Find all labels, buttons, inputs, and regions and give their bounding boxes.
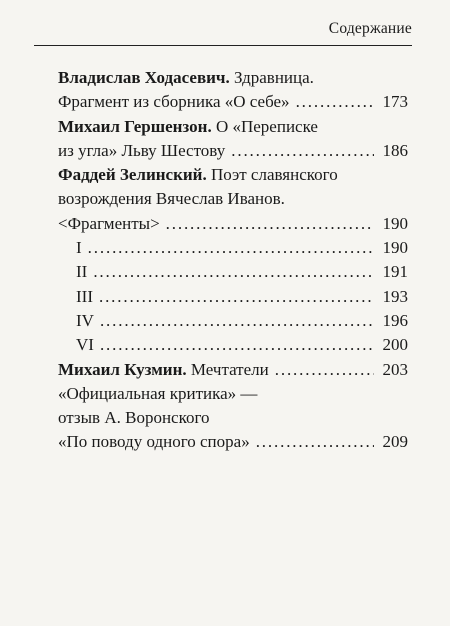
toc-title-text: III [76,286,93,306]
toc-author: Михаил Кузмин. [58,359,187,379]
toc-page-number: 193 [382,286,408,306]
toc-entry [58,90,408,114]
toc-entry-title [76,260,87,284]
toc-page-number: 173 [382,92,408,112]
toc-title-text: из угла» Льву Шестову [58,140,226,160]
dot-leader [296,90,374,114]
toc-title-text: О «Переписке [211,116,318,136]
toc-entry-title [76,236,82,260]
toc-page-number: 196 [382,310,408,330]
toc-author: Владислав Ходасевич. [58,68,230,87]
dot-leader [93,260,374,284]
toc-entry-title [58,66,314,90]
toc-entry-title [76,333,94,357]
toc-page-number: 190 [382,238,408,258]
toc-page-number: 190 [382,213,408,233]
toc-title-text: Фрагмент из сборника «О себе» [58,92,290,112]
toc-page-number: 203 [382,359,408,379]
dot-leader [275,358,374,382]
toc-entry [58,430,408,454]
running-header: Содержание [328,20,412,37]
toc-entry-title [58,212,160,236]
toc-entry [58,236,408,260]
toc-entry [58,309,408,333]
toc-title-text: Мечтатели [186,359,269,379]
toc-entry [58,358,408,382]
toc-entry-title [58,163,338,187]
toc-entry-title [58,430,250,454]
toc-entry [58,333,408,357]
dot-leader [99,285,374,309]
toc-title-text: возрождения Вячеслав Иванов. [58,189,285,209]
header-rule [34,45,412,46]
toc-entry [58,382,408,406]
dot-leader [88,236,374,260]
dot-leader [231,139,374,163]
toc-entry-title [58,187,285,211]
toc-entry [58,187,408,211]
toc-title-text: Здравница. [229,68,314,87]
toc-entry-title [76,309,94,333]
toc-page-number: 209 [382,432,408,452]
toc-page-number: 191 [382,262,408,282]
toc-title-text: «Официальная критика» — [58,383,258,403]
toc-entry-title [76,285,93,309]
toc-entry [58,406,408,430]
toc-entry [58,260,408,284]
toc-title-text: VI [76,335,94,355]
table-of-contents [58,66,408,455]
toc-page-number: 200 [382,335,408,355]
toc-entry [58,66,408,90]
toc-entry [58,115,408,139]
toc-title-text: Поэт славянского [206,165,338,185]
toc-title-text: IV [76,310,94,330]
toc-entry-title [58,358,269,382]
dot-leader [166,212,374,236]
dot-leader [100,333,374,357]
dot-leader [100,309,374,333]
toc-entry-title [58,406,210,430]
toc-title-text: «По поводу одного спора» [58,432,250,452]
toc-entry-title [58,90,290,114]
toc-title-text: II [76,262,88,282]
toc-entry [58,212,408,236]
toc-entry [58,285,408,309]
toc-entry-title [58,139,225,163]
toc-title-text: отзыв А. Воронского [58,408,210,428]
toc-page-number: 186 [382,140,408,160]
toc-author: Фаддей Зелинский. [58,165,207,185]
toc-title-text: I [76,238,82,258]
toc-entry-title [58,382,257,406]
toc-title-text: <Фрагменты> [58,213,160,233]
toc-entry-title [58,115,318,139]
toc-author: Михаил Гершензон. [58,116,212,136]
toc-entry [58,163,408,187]
toc-entry [58,139,408,163]
dot-leader [256,430,374,454]
